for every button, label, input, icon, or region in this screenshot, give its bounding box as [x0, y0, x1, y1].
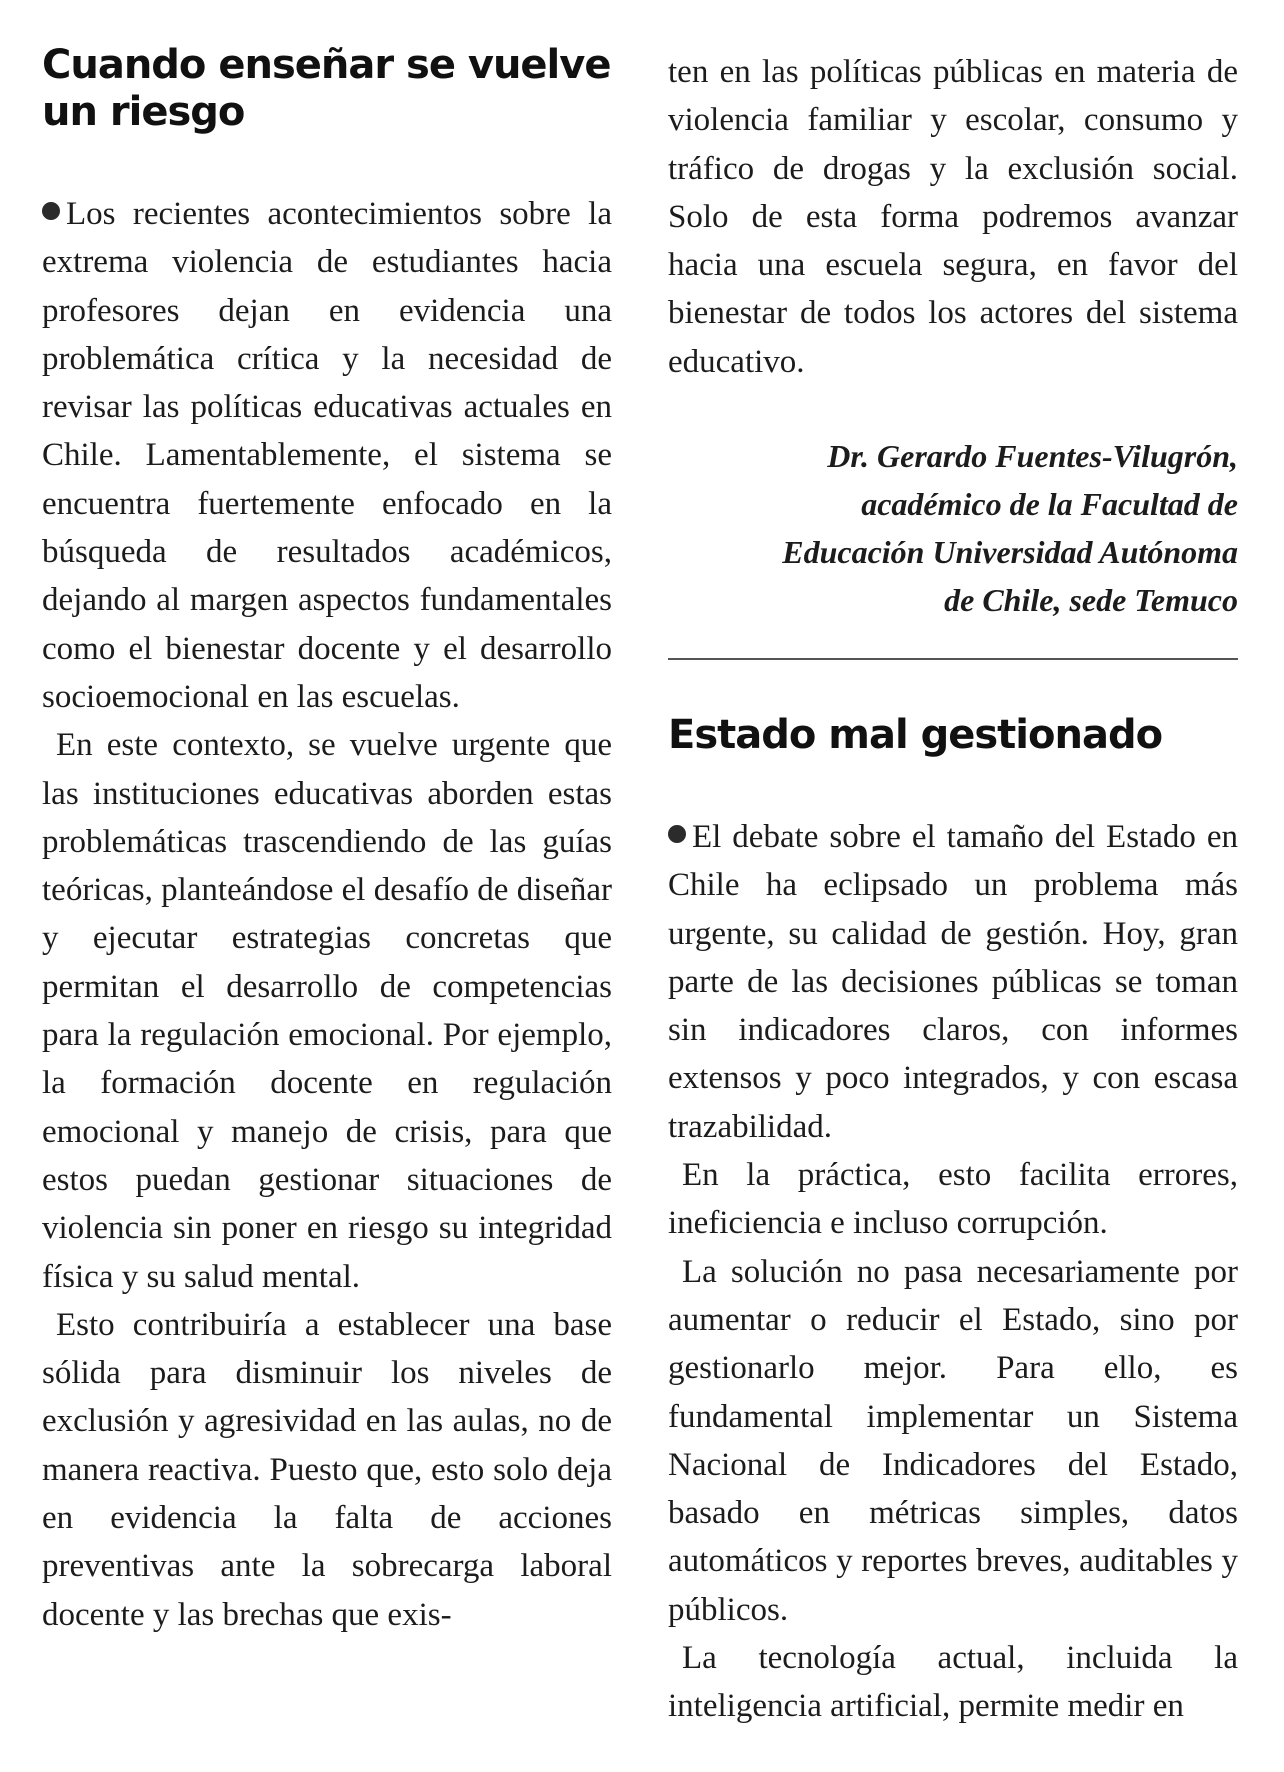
- article2-paragraph-1: [668, 813, 1238, 1151]
- article1-signature: [668, 432, 1238, 624]
- article1-paragraph-3-end: ten en las políticas públicas en materia de violencia familiar y escolar, consumo y tráfico de drogas y la exclusión social. Solo de esta forma podremos avanzar hacia una escuela segura, en favor del bienestar de todos los actores del sistema educativo.: [668, 54, 1238, 380]
- signature-line-4: de Chile, sede Temuco: [944, 582, 1238, 618]
- signature-line-3: Educación Universidad Autónoma: [782, 534, 1238, 570]
- signature-line-1: Dr. Gerardo Fuentes-Vilugrón,: [827, 438, 1238, 474]
- article1-paragraph-1-text: Los recientes acontecimientos sobre la extrema violencia de estudiantes hacia profesores dejan en evidencia una problemática crítica y la necesidad de revisar las políticas educativas actuales en Chile. Lamentablemente, el sistema se encuentra fuertemente enfocado en la búsqueda de resultados académicos, dejando al margen aspectos fundamentales como el bienestar docente y el desarrollo socioemocional en las escuelas.: [42, 196, 612, 715]
- article1-paragraph-2: En este contexto, se vuelve urgente que las instituciones educativas aborden estas problemáticas trascendiendo de las guías teóricas, planteándose el desafío de diseñar y ejecutar estrategias concretas que permitan el desarrollo de competencias para la regulación emocional. Por ejemplo, la formación docente en regulación emocional y manejo de crisis, para que estos puedan gestionar situaciones de violencia sin poner en riesgo su integridad física y su salud mental.: [42, 727, 612, 1295]
- article1-headline: [42, 42, 612, 136]
- article2-headline: Estado mal gestionado: [668, 712, 1163, 758]
- article2-paragraph-3: La solución no pasa necesariamente por aumentar o reducir el Estado, sino por gestionarlo mejor. Para ello, es fundamental implementar un Sistema Nacional de Indicadores del Estado, basado en métricas simples, datos automáticos y reportes breves, auditables y públicos.: [668, 1253, 1238, 1628]
- bullet-icon: [42, 202, 60, 220]
- article2-body: [668, 813, 1238, 1731]
- signature-line-2: académico de la Facultad de: [861, 486, 1238, 522]
- article2-paragraph-1-text: El debate sobre el tamaño del Estado en Chile ha eclipsado un problema más urgente, su calidad de gestión. Hoy, gran parte de las decisiones públicas se toman sin indicadores claros, con informes extensos y poco integrados, y con escasa trazabilidad.: [668, 819, 1238, 1145]
- bullet-icon: [668, 825, 686, 843]
- article2-paragraph-4: La tecnología actual, incluida la inteligencia artificial, permite medir en: [668, 1640, 1238, 1725]
- article-divider: [668, 658, 1238, 660]
- article2-paragraph-2: En la práctica, esto facilita errores, ineficiencia e incluso corrupción.: [668, 1157, 1238, 1242]
- article1-headline-line1: Cuando enseñar se vuelve: [42, 42, 611, 88]
- article1-body-right: [668, 48, 1238, 386]
- article1-paragraph-3-start: Esto contribuiría a establecer una base sólida para disminuir los niveles de exclusión y agresividad en las aulas, no de manera reactiva. Puesto que, esto solo deja en evidencia la falta de acciones preventivas ante la sobrecarga laboral docente y las brechas que exis-: [42, 1306, 612, 1633]
- article1-body-left: [42, 190, 612, 1639]
- article1-headline-line2: un riesgo: [42, 89, 245, 135]
- article1-paragraph-1: [42, 190, 612, 721]
